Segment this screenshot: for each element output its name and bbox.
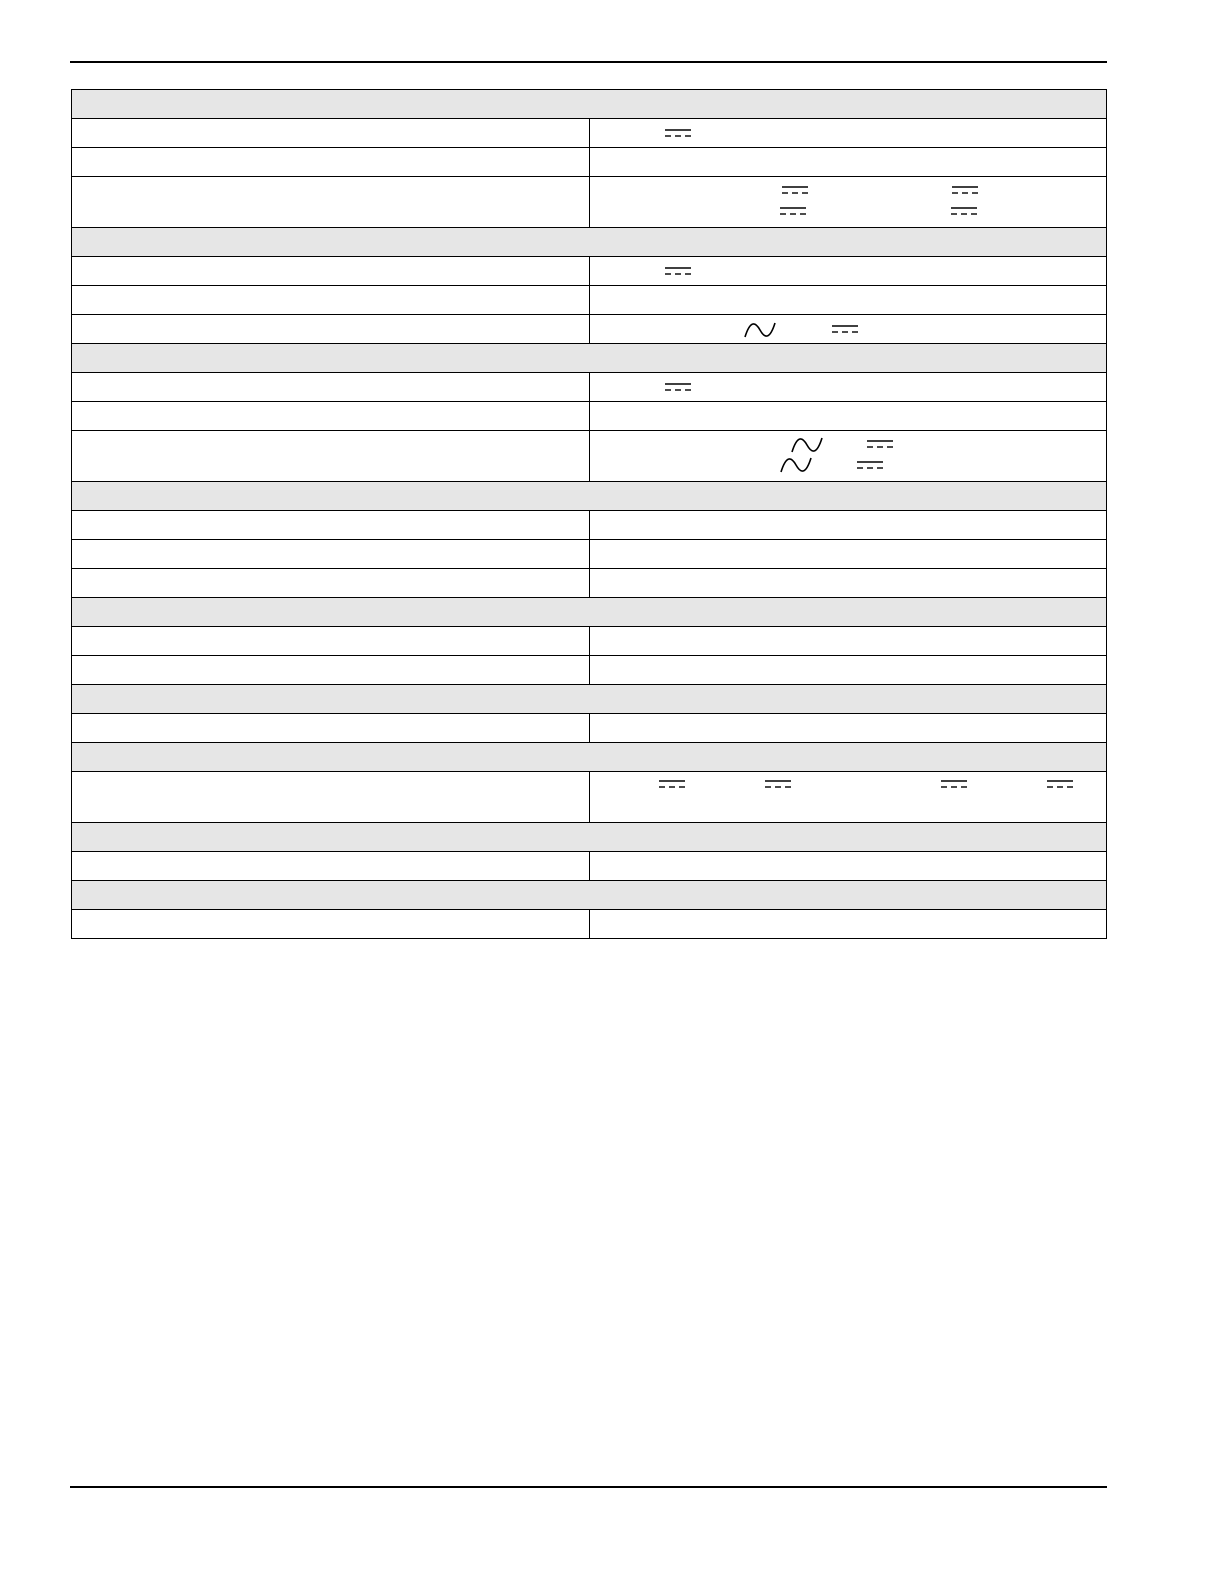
dc-symbol-icon — [664, 266, 692, 276]
parameter-cell — [72, 569, 590, 598]
value-cell — [589, 511, 1107, 540]
parameter-cell — [72, 402, 590, 431]
parameter-cell — [72, 431, 590, 482]
parameter-cell — [72, 257, 590, 286]
table-row — [72, 910, 1107, 939]
table-row — [72, 540, 1107, 569]
section-header-row — [72, 482, 1107, 511]
value-cell — [589, 315, 1107, 344]
table-row — [72, 402, 1107, 431]
parameter-cell — [72, 852, 590, 881]
parameter-cell — [72, 148, 590, 177]
section-header-row — [72, 823, 1107, 852]
dc-symbol-icon — [951, 185, 979, 195]
parameter-cell — [72, 772, 590, 823]
table-row — [72, 772, 1107, 823]
parameter-cell — [72, 315, 590, 344]
ac-sine-symbol-icon — [779, 454, 813, 476]
dc-symbol-icon — [781, 185, 809, 195]
dc-symbol-icon — [779, 206, 807, 216]
table-row — [72, 656, 1107, 685]
parameter-cell — [72, 714, 590, 743]
value-cell — [589, 431, 1107, 482]
table-row — [72, 714, 1107, 743]
parameter-cell — [72, 177, 590, 228]
value-cell — [589, 627, 1107, 656]
table-row — [72, 148, 1107, 177]
section-header-row — [72, 344, 1107, 373]
table-row — [72, 511, 1107, 540]
parameter-cell — [72, 910, 590, 939]
value-cell — [589, 852, 1107, 881]
table-row — [72, 177, 1107, 228]
dc-symbol-icon — [1046, 779, 1074, 789]
section-header-row — [72, 90, 1107, 119]
value-cell — [589, 177, 1107, 228]
table-row — [72, 315, 1107, 344]
value-cell — [589, 772, 1107, 823]
dc-symbol-icon — [866, 439, 894, 449]
header-rule — [70, 61, 1107, 63]
dc-symbol-icon — [658, 779, 686, 789]
parameter-cell — [72, 286, 590, 315]
section-header-cell — [72, 823, 1107, 852]
value-cell — [589, 286, 1107, 315]
section-header-cell — [72, 344, 1107, 373]
parameter-cell — [72, 540, 590, 569]
parameter-cell — [72, 511, 590, 540]
section-header-row — [72, 685, 1107, 714]
section-header-cell — [72, 90, 1107, 119]
table-row — [72, 569, 1107, 598]
section-header-row — [72, 881, 1107, 910]
dc-symbol-icon — [664, 128, 692, 138]
dc-symbol-icon — [856, 460, 884, 470]
value-cell — [589, 910, 1107, 939]
value-cell — [589, 257, 1107, 286]
section-header-row — [72, 228, 1107, 257]
footer-rule — [70, 1486, 1107, 1488]
dc-symbol-icon — [950, 206, 978, 216]
parameter-cell — [72, 373, 590, 402]
table-row — [72, 119, 1107, 148]
parameter-cell — [72, 627, 590, 656]
dc-symbol-icon — [664, 382, 692, 392]
value-cell — [589, 402, 1107, 431]
section-header-cell — [72, 743, 1107, 772]
ac-sine-symbol-icon — [790, 434, 824, 456]
table-row — [72, 431, 1107, 482]
dc-symbol-icon — [764, 779, 792, 789]
value-cell — [589, 373, 1107, 402]
section-header-cell — [72, 228, 1107, 257]
section-header-cell — [72, 598, 1107, 627]
table-row — [72, 852, 1107, 881]
value-cell — [589, 714, 1107, 743]
parameter-cell — [72, 119, 590, 148]
ac-sine-symbol-icon — [743, 319, 777, 341]
value-cell — [589, 656, 1107, 685]
table-row — [72, 257, 1107, 286]
table-row — [72, 286, 1107, 315]
section-header-cell — [72, 482, 1107, 511]
specifications-table — [71, 89, 1107, 939]
dc-symbol-icon — [831, 324, 859, 334]
section-header-row — [72, 743, 1107, 772]
dc-symbol-icon — [940, 779, 968, 789]
value-cell — [589, 119, 1107, 148]
table-row — [72, 373, 1107, 402]
table-row — [72, 627, 1107, 656]
value-cell — [589, 148, 1107, 177]
value-cell — [589, 540, 1107, 569]
parameter-cell — [72, 656, 590, 685]
section-header-cell — [72, 881, 1107, 910]
section-header-row — [72, 598, 1107, 627]
section-header-cell — [72, 685, 1107, 714]
value-cell — [589, 569, 1107, 598]
